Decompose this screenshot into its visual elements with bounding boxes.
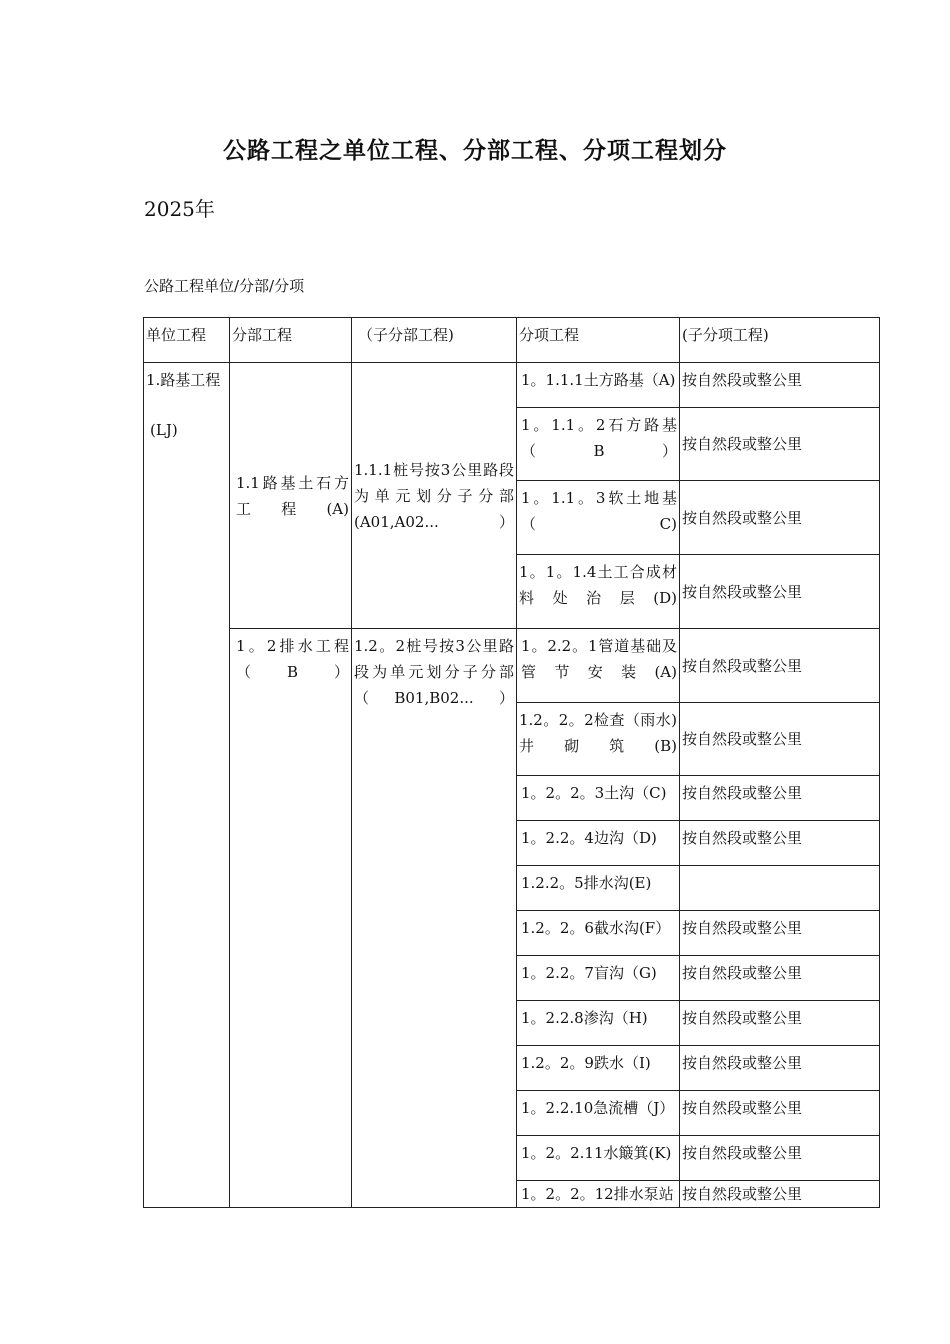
item-cell: 1。2.2。7盲沟（G) [517,956,680,1001]
table-row [144,629,880,703]
page-title: 公路工程之单位工程、分部工程、分项工程划分 [223,137,727,164]
header-item: 分项工程 [517,318,680,363]
item-cell: 1。1.1。3软土地基（C) [517,481,680,555]
item-cell: 1。1。1.4土工合成材料处治层(D) [517,555,680,629]
item-cell: 1。2。2.11水簸箕(K) [517,1136,680,1181]
header-division: 分部工程 [230,318,352,363]
subitem-cell: 按自然段或整公里 [680,1136,880,1181]
subitem-cell: 按自然段或整公里 [680,956,880,1001]
subitem-cell: 按自然段或整公里 [680,776,880,821]
division-cell [230,363,352,629]
item-cell: 1。2.2。1管道基础及管节安装(A) [517,629,680,703]
item-cell: 1。2。2。3土沟（C) [517,776,680,821]
subdivision-cell [352,363,517,629]
subitem-cell: 按自然段或整公里 [680,555,880,629]
subdivision-name: 1.2。2桩号按3公里路段为单元划分子分部（B01,B02...） [354,637,514,707]
subitem-cell: 按自然段或整公里 [680,1046,880,1091]
header-unit: 单位工程 [144,318,230,363]
unit-cell [144,363,230,1208]
header-subitem: (子分项工程) [680,318,880,363]
item-cell: 1.2。2。6截水沟(F） [517,911,680,956]
subitem-cell: 按自然段或整公里 [680,629,880,703]
division-name: 1。2排水工程（B） [236,637,349,681]
item-cell: 1.2。2。9跌水（I) [517,1046,680,1091]
division-table [143,317,880,1208]
subitem-cell: 按自然段或整公里 [680,821,880,866]
item-cell: 1。2。2。12排水泵站 [517,1181,680,1208]
subitem-cell: 按自然段或整公里 [680,1001,880,1046]
subitem-cell: 按自然段或整公里 [680,1181,880,1208]
unit-code: (LJ) [150,421,178,439]
subitem-cell: 按自然段或整公里 [680,911,880,956]
item-cell: 1。2.2.8渗沟（H) [517,1001,680,1046]
header-subdivision: （子分部工程) [352,318,517,363]
unit-name: 1.路基工程 [146,371,221,389]
table-caption: 公路工程单位/分部/分项 [144,277,305,295]
document-year: 2025年 [144,197,215,221]
table-header-row [144,318,880,363]
table-row [144,363,880,408]
item-cell: 1。1.1.1土方路基（A) [517,363,680,408]
item-cell: 1.2.2。5排水沟(E) [517,866,680,911]
item-cell: 1。2.2。4边沟（D) [517,821,680,866]
subitem-cell: 按自然段或整公里 [680,408,880,481]
subitem-cell: 按自然段或整公里 [680,703,880,776]
subitem-cell: 按自然段或整公里 [680,481,880,555]
division-cell [230,629,352,1208]
item-cell: 1.2。2。2检查（雨水)井砌筑(B) [517,703,680,776]
subitem-cell: 按自然段或整公里 [680,363,880,408]
subitem-cell: 按自然段或整公里 [680,1091,880,1136]
subdivision-name: 1.1.1桩号按3公里路段为单元划分子分部(A01,A02...） [354,460,514,531]
division-name: 1.1路基土石方工程(A) [236,473,349,518]
item-cell: 1。1.1。2石方路基（B） [517,408,680,481]
item-cell: 1。2.2.10急流槽（J） [517,1091,680,1136]
subitem-cell [680,866,880,911]
subdivision-cell [352,629,517,1208]
